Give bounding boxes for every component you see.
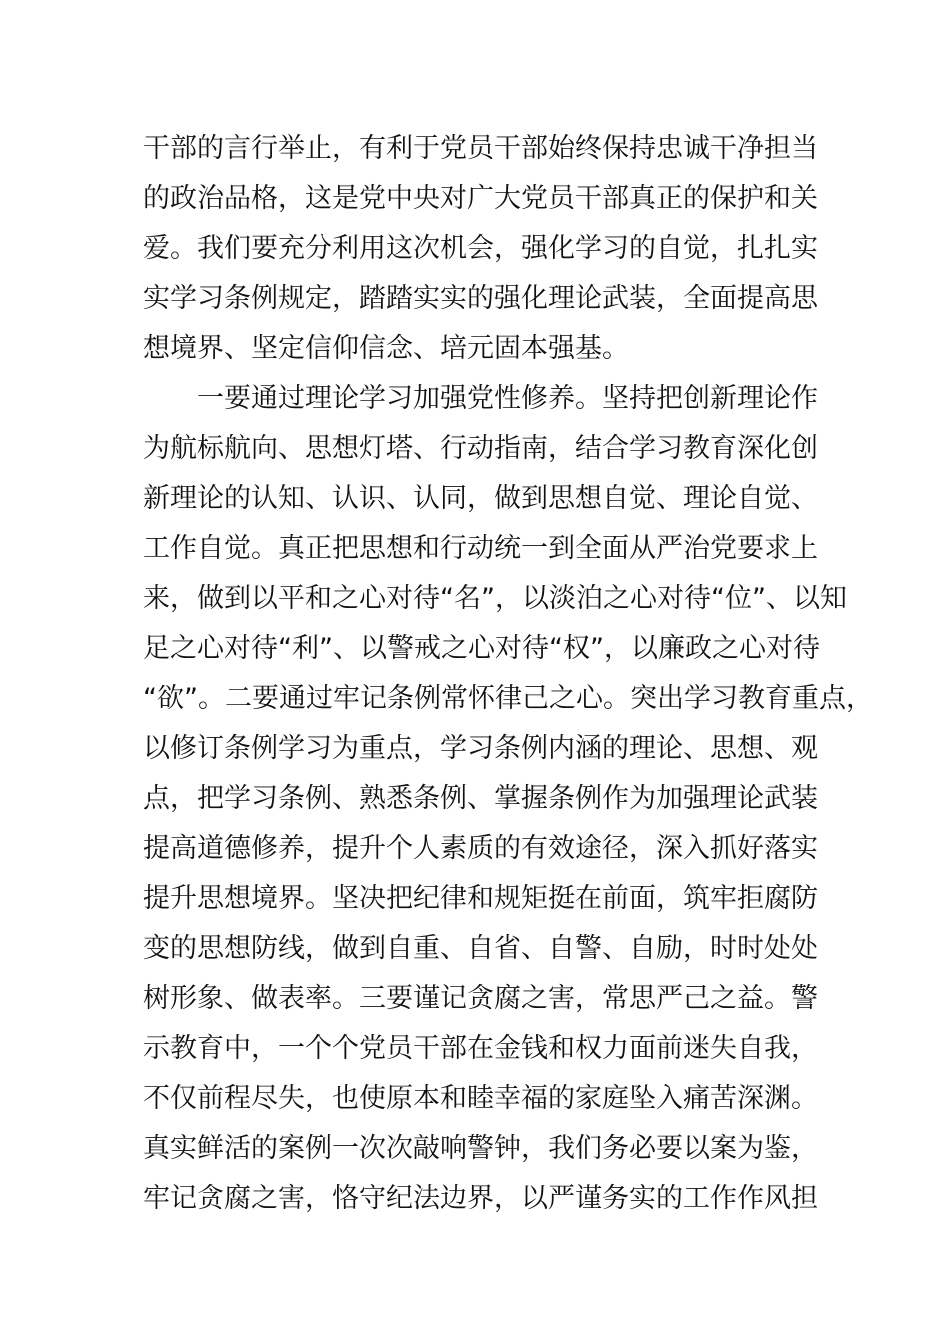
body-text xyxy=(143,124,873,1224)
text-line: 变的思想防线，做到自重、自省、自警、自励，时时处处 xyxy=(143,933,818,964)
text-line: 来，做到以平和之心对待“名”，以淡泊之心对待“位”、以知 xyxy=(143,583,847,614)
text-line: 树形象、做表率。三要谨记贪腐之害，常思严己之益。警 xyxy=(143,983,818,1014)
text-line: 提高道德修养，提升个人素质的有效途径，深入抓好落实 xyxy=(143,833,818,864)
text-line: 提升思想境界。坚决把纪律和规矩挺在前面，筑牢拒腐防 xyxy=(143,883,818,914)
text-line: 不仅前程尽失，也使原本和睦幸福的家庭坠入痛苦深渊。 xyxy=(143,1083,818,1114)
text-line: “欲”。二要通过牢记条例常怀律己之心。突出学习教育重点， xyxy=(143,683,873,714)
text-line: 为航标航向、思想灯塔、行动指南，结合学习教育深化创 xyxy=(143,433,818,464)
text-line: 爱。我们要充分利用这次机会，强化学习的自觉，扎扎实 xyxy=(143,233,818,264)
text-line: 足之心对待“利”、以警戒之心对待“权”，以廉政之心对待 xyxy=(143,633,820,664)
text-line: 工作自觉。真正把思想和行动统一到全面从严治党要求上 xyxy=(143,533,818,564)
text-line: 牢记贪腐之害，恪守纪法边界，以严谨务实的工作作风担 xyxy=(143,1183,818,1214)
text-line: 的政治品格，这是党中央对广大党员干部真正的保护和关 xyxy=(143,183,818,214)
text-line: 想境界、坚定信仰信念、培元固本强基。 xyxy=(143,333,629,364)
text-line: 点，把学习条例、熟悉条例、掌握条例作为加强理论武装 xyxy=(143,783,818,814)
text-line: 示教育中，一个个党员干部在金钱和权力面前迷失自我， xyxy=(143,1033,818,1064)
text-line: 真实鲜活的案例一次次敲响警钟，我们务必要以案为鉴， xyxy=(143,1133,818,1164)
text-line: 实学习条例规定，踏踏实实的强化理论武装，全面提高思 xyxy=(143,283,818,314)
text-line: 新理论的认知、认识、认同，做到思想自觉、理论自觉、 xyxy=(143,483,818,514)
text-line: 以修订条例学习为重点，学习条例内涵的理论、思想、观 xyxy=(143,733,818,764)
text-line-indented: 一要通过理论学习加强党性修养。坚持把创新理论作 xyxy=(197,383,818,414)
text-line: 干部的言行举止，有利于党员干部始终保持忠诚干净担当 xyxy=(143,133,818,164)
